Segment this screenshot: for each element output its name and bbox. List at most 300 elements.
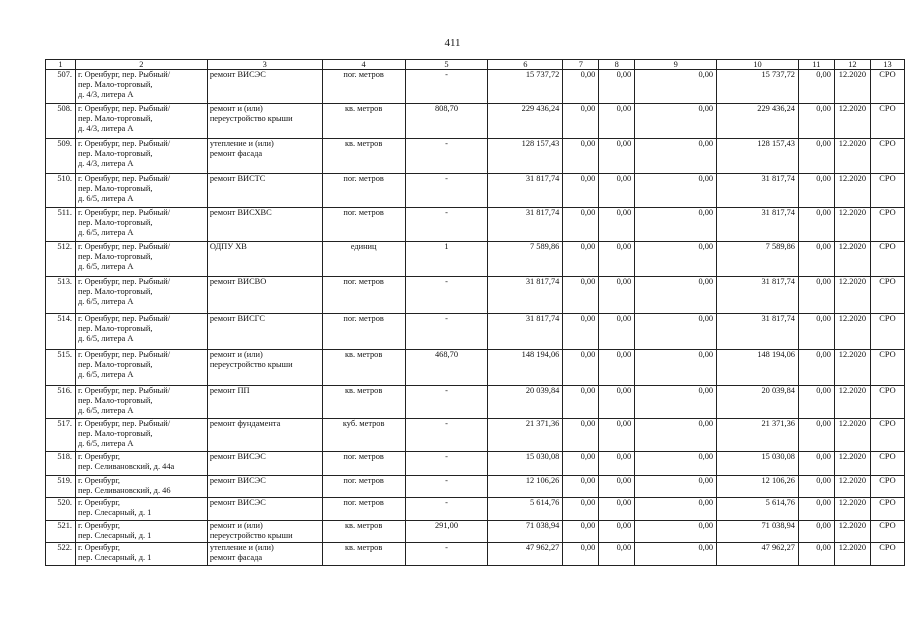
address-cell: [75, 208, 207, 242]
cost-col-8-cell: 0,00: [599, 419, 635, 452]
cost-col-10-cell: 5 614,76: [717, 498, 799, 521]
work-type-line: ремонт ВИСЭС: [209, 70, 266, 79]
row-number-cell: 521.: [46, 521, 76, 543]
address-cell: [75, 350, 207, 386]
work-type-line: ремонт ВИСЭС: [209, 476, 266, 485]
fund-source-cell: СРО: [870, 476, 904, 498]
address-line: пер. Мало-торговый,: [77, 428, 153, 438]
row-number-cell: 522.: [46, 543, 76, 566]
address-cell: [75, 174, 207, 208]
deadline-cell: 12.2020: [834, 104, 870, 139]
cost-col-9-cell: 0,00: [635, 521, 717, 543]
address-line: г. Оренбург, пер. Рыбный/: [77, 70, 171, 79]
total-cost-cell: 21 371,36: [488, 419, 563, 452]
address-line: д. 4/3, литера А: [77, 158, 134, 168]
quantity-cell: -: [405, 452, 488, 476]
work-type-line: ОДПУ ХВ: [209, 242, 247, 251]
quantity-cell: -: [405, 208, 488, 242]
cost-col-8-cell: 0,00: [599, 208, 635, 242]
cost-col-8-cell: 0,00: [599, 498, 635, 521]
cost-col-10-cell: 21 371,36: [717, 419, 799, 452]
address-line: пер. Слесарный, д. 1: [77, 552, 152, 562]
address-line: д. 6/5, литера А: [77, 405, 134, 415]
cost-col-9-cell: 0,00: [635, 314, 717, 350]
unit-cell: пог. метров: [322, 174, 405, 208]
work-type-cell: [207, 386, 322, 419]
address-line: г. Оренбург, пер. Рыбный/: [77, 104, 171, 113]
address-line: г. Оренбург, пер. Рыбный/: [77, 350, 171, 359]
cost-col-8-cell: 0,00: [599, 104, 635, 139]
quantity-cell: -: [405, 476, 488, 498]
cost-col-8-cell: 0,00: [599, 174, 635, 208]
deadline-cell: 12.2020: [834, 242, 870, 277]
cost-col-7-cell: 0,00: [563, 208, 599, 242]
row-number-cell: 512.: [46, 242, 76, 277]
total-cost-cell: 31 817,74: [488, 277, 563, 314]
table-row: [46, 476, 905, 498]
row-number-cell: 517.: [46, 419, 76, 452]
address-cell: [75, 139, 207, 174]
row-number-cell: 514.: [46, 314, 76, 350]
total-cost-cell: 5 614,76: [488, 498, 563, 521]
total-cost-cell: 31 817,74: [488, 174, 563, 208]
cost-col-11-cell: 0,00: [798, 350, 834, 386]
fund-source-cell: СРО: [870, 70, 904, 104]
deadline-cell: 12.2020: [834, 521, 870, 543]
address-line: д. 6/5, литера А: [77, 369, 134, 379]
quantity-cell: -: [405, 498, 488, 521]
column-number: 11: [798, 60, 834, 70]
table-body: [46, 70, 905, 566]
address-line: г. Оренбург, пер. Рыбный/: [77, 386, 171, 395]
quantity-cell: -: [405, 386, 488, 419]
row-number-cell: 515.: [46, 350, 76, 386]
cost-col-9-cell: 0,00: [635, 242, 717, 277]
cost-col-10-cell: 128 157,43: [717, 139, 799, 174]
column-number: 13: [870, 60, 904, 70]
column-number-row: [46, 60, 905, 70]
fund-source-cell: СРО: [870, 208, 904, 242]
row-number-cell: 507.: [46, 70, 76, 104]
table-row: [46, 314, 905, 350]
cost-col-11-cell: 0,00: [798, 521, 834, 543]
address-cell: [75, 70, 207, 104]
fund-source-cell: СРО: [870, 419, 904, 452]
work-type-line: ремонт ВИСЭС: [209, 498, 266, 507]
address-line: пер. Слесарный, д. 1: [77, 507, 152, 517]
work-type-cell: [207, 277, 322, 314]
fund-source-cell: СРО: [870, 242, 904, 277]
quantity-cell: 1: [405, 242, 488, 277]
address-line: г. Оренбург,: [77, 452, 120, 461]
column-number: 12: [834, 60, 870, 70]
row-number-cell: 516.: [46, 386, 76, 419]
column-number: 6: [488, 60, 563, 70]
work-type-cell: [207, 70, 322, 104]
address-line: пер. Мало-торговый,: [77, 79, 153, 89]
work-type-line: ремонт и (или): [209, 104, 263, 113]
address-cell: [75, 419, 207, 452]
cost-col-11-cell: 0,00: [798, 476, 834, 498]
fund-source-cell: СРО: [870, 386, 904, 419]
cost-col-7-cell: 0,00: [563, 386, 599, 419]
column-number: 3: [207, 60, 322, 70]
address-line: пер. Мало-торговый,: [77, 359, 153, 369]
table-row: [46, 419, 905, 452]
deadline-cell: 12.2020: [834, 174, 870, 208]
work-type-line: ремонт ВИСЭС: [209, 452, 266, 461]
work-type-line: переустройство крыши: [209, 113, 293, 123]
table-row: [46, 277, 905, 314]
address-line: г. Оренбург, пер. Рыбный/: [77, 174, 171, 183]
row-number-cell: 509.: [46, 139, 76, 174]
work-type-cell: [207, 139, 322, 174]
address-cell: [75, 476, 207, 498]
quantity-cell: -: [405, 543, 488, 566]
total-cost-cell: 15 030,08: [488, 452, 563, 476]
cost-col-8-cell: 0,00: [599, 350, 635, 386]
address-line: пер. Мало-торговый,: [77, 148, 153, 158]
address-line: г. Оренбург, пер. Рыбный/: [77, 314, 171, 323]
cost-col-9-cell: 0,00: [635, 208, 717, 242]
row-number-cell: 510.: [46, 174, 76, 208]
work-type-cell: [207, 521, 322, 543]
work-type-cell: [207, 543, 322, 566]
work-type-cell: [207, 476, 322, 498]
cost-col-9-cell: 0,00: [635, 452, 717, 476]
fund-source-cell: СРО: [870, 521, 904, 543]
address-line: пер. Мало-торговый,: [77, 251, 153, 261]
cost-col-10-cell: 47 962,27: [717, 543, 799, 566]
address-cell: [75, 314, 207, 350]
cost-col-8-cell: 0,00: [599, 314, 635, 350]
cost-col-8-cell: 0,00: [599, 452, 635, 476]
cost-col-9-cell: 0,00: [635, 386, 717, 419]
fund-source-cell: СРО: [870, 543, 904, 566]
cost-col-8-cell: 0,00: [599, 476, 635, 498]
work-type-cell: [207, 350, 322, 386]
cost-col-9-cell: 0,00: [635, 350, 717, 386]
address-line: д. 4/3, литера А: [77, 123, 134, 133]
table-row: [46, 386, 905, 419]
column-number: 8: [599, 60, 635, 70]
address-cell: [75, 104, 207, 139]
cost-col-7-cell: 0,00: [563, 70, 599, 104]
cost-col-7-cell: 0,00: [563, 139, 599, 174]
quantity-cell: 291,00: [405, 521, 488, 543]
row-number-cell: 520.: [46, 498, 76, 521]
cost-col-9-cell: 0,00: [635, 543, 717, 566]
deadline-cell: 12.2020: [834, 277, 870, 314]
column-number: 9: [635, 60, 717, 70]
cost-col-8-cell: 0,00: [599, 242, 635, 277]
cost-col-9-cell: 0,00: [635, 104, 717, 139]
address-line: д. 6/5, литера А: [77, 193, 134, 203]
unit-cell: пог. метров: [322, 314, 405, 350]
cost-col-11-cell: 0,00: [798, 70, 834, 104]
address-line: пер. Селивановский, д. 44а: [77, 461, 175, 471]
cost-col-9-cell: 0,00: [635, 476, 717, 498]
deadline-cell: 12.2020: [834, 543, 870, 566]
page-number: 411: [444, 37, 461, 49]
address-cell: [75, 521, 207, 543]
address-line: г. Оренбург, пер. Рыбный/: [77, 242, 171, 251]
deadline-cell: 12.2020: [834, 208, 870, 242]
address-line: д. 6/5, литера А: [77, 227, 134, 237]
column-number: 10: [717, 60, 799, 70]
table-row: [46, 543, 905, 566]
cost-col-11-cell: 0,00: [798, 386, 834, 419]
unit-cell: пог. метров: [322, 476, 405, 498]
cost-col-7-cell: 0,00: [563, 350, 599, 386]
work-type-cell: [207, 419, 322, 452]
address-line: г. Оренбург,: [77, 476, 120, 485]
cost-col-11-cell: 0,00: [798, 139, 834, 174]
fund-source-cell: СРО: [870, 277, 904, 314]
address-line: г. Оренбург,: [77, 521, 120, 530]
works-table: [45, 59, 905, 566]
cost-col-11-cell: 0,00: [798, 419, 834, 452]
work-type-line: ремонт ВИСТС: [209, 174, 266, 183]
cost-col-11-cell: 0,00: [798, 543, 834, 566]
deadline-cell: 12.2020: [834, 386, 870, 419]
table-row: [46, 208, 905, 242]
fund-source-cell: СРО: [870, 139, 904, 174]
cost-col-11-cell: 0,00: [798, 452, 834, 476]
work-type-cell: [207, 498, 322, 521]
work-type-line: переустройство крыши: [209, 530, 293, 540]
cost-col-10-cell: 7 589,86: [717, 242, 799, 277]
column-number: 4: [322, 60, 405, 70]
deadline-cell: 12.2020: [834, 452, 870, 476]
cost-col-7-cell: 0,00: [563, 419, 599, 452]
address-cell: [75, 386, 207, 419]
address-line: пер. Слесарный, д. 1: [77, 530, 152, 540]
table-row: [46, 498, 905, 521]
work-type-line: ремонт фундамента: [209, 419, 281, 428]
table-row: [46, 242, 905, 277]
work-type-line: переустройство крыши: [209, 359, 293, 369]
cost-col-7-cell: 0,00: [563, 521, 599, 543]
work-type-line: утепление и (или): [209, 139, 274, 148]
unit-cell: пог. метров: [322, 208, 405, 242]
address-line: г. Оренбург, пер. Рыбный/: [77, 277, 171, 286]
cost-col-8-cell: 0,00: [599, 543, 635, 566]
quantity-cell: -: [405, 70, 488, 104]
address-line: пер. Мало-торговый,: [77, 113, 153, 123]
deadline-cell: 12.2020: [834, 476, 870, 498]
cost-col-7-cell: 0,00: [563, 452, 599, 476]
fund-source-cell: СРО: [870, 174, 904, 208]
deadline-cell: 12.2020: [834, 139, 870, 174]
address-cell: [75, 498, 207, 521]
address-line: г. Оренбург,: [77, 543, 120, 552]
row-number-cell: 511.: [46, 208, 76, 242]
cost-col-7-cell: 0,00: [563, 174, 599, 208]
work-type-line: ремонт ВИСХВС: [209, 208, 272, 217]
address-line: д. 6/5, литера А: [77, 333, 134, 343]
quantity-cell: 808,70: [405, 104, 488, 139]
total-cost-cell: 15 737,72: [488, 70, 563, 104]
cost-col-8-cell: 0,00: [599, 70, 635, 104]
quantity-cell: -: [405, 419, 488, 452]
unit-cell: кв. метров: [322, 139, 405, 174]
unit-cell: куб. метров: [322, 419, 405, 452]
work-type-line: утепление и (или): [209, 543, 274, 552]
work-type-line: ремонт фасада: [209, 552, 263, 562]
unit-cell: кв. метров: [322, 543, 405, 566]
total-cost-cell: 47 962,27: [488, 543, 563, 566]
address-cell: [75, 242, 207, 277]
address-line: г. Оренбург,: [77, 498, 120, 507]
unit-cell: пог. метров: [322, 70, 405, 104]
unit-cell: пог. метров: [322, 452, 405, 476]
fund-source-cell: СРО: [870, 350, 904, 386]
table-row: [46, 452, 905, 476]
table-row: [46, 521, 905, 543]
cost-col-8-cell: 0,00: [599, 521, 635, 543]
cost-col-10-cell: 20 039,84: [717, 386, 799, 419]
fund-source-cell: СРО: [870, 314, 904, 350]
row-number-cell: 513.: [46, 277, 76, 314]
work-type-line: ремонт ВИСГС: [209, 314, 265, 323]
deadline-cell: 12.2020: [834, 314, 870, 350]
cost-col-9-cell: 0,00: [635, 498, 717, 521]
total-cost-cell: 148 194,06: [488, 350, 563, 386]
deadline-cell: 12.2020: [834, 498, 870, 521]
column-number: 1: [46, 60, 76, 70]
column-number: 7: [563, 60, 599, 70]
quantity-cell: -: [405, 314, 488, 350]
address-line: д. 6/5, литера А: [77, 261, 134, 271]
quantity-cell: -: [405, 277, 488, 314]
quantity-cell: -: [405, 139, 488, 174]
row-number-cell: 519.: [46, 476, 76, 498]
address-cell: [75, 543, 207, 566]
cost-col-9-cell: 0,00: [635, 70, 717, 104]
total-cost-cell: 20 039,84: [488, 386, 563, 419]
cost-col-8-cell: 0,00: [599, 277, 635, 314]
cost-col-9-cell: 0,00: [635, 277, 717, 314]
fund-source-cell: СРО: [870, 452, 904, 476]
table-row: [46, 139, 905, 174]
unit-cell: пог. метров: [322, 277, 405, 314]
address-line: д. 6/5, литера А: [77, 438, 134, 448]
deadline-cell: 12.2020: [834, 70, 870, 104]
cost-col-10-cell: 12 106,26: [717, 476, 799, 498]
cost-col-7-cell: 0,00: [563, 277, 599, 314]
table-row: [46, 174, 905, 208]
unit-cell: единиц: [322, 242, 405, 277]
work-type-cell: [207, 452, 322, 476]
cost-col-7-cell: 0,00: [563, 242, 599, 277]
row-number-cell: 518.: [46, 452, 76, 476]
cost-col-11-cell: 0,00: [798, 314, 834, 350]
cost-col-7-cell: 0,00: [563, 543, 599, 566]
row-number-cell: 508.: [46, 104, 76, 139]
unit-cell: кв. метров: [322, 386, 405, 419]
address-line: пер. Мало-торговый,: [77, 286, 153, 296]
cost-col-11-cell: 0,00: [798, 174, 834, 208]
quantity-cell: -: [405, 174, 488, 208]
address-cell: [75, 452, 207, 476]
cost-col-7-cell: 0,00: [563, 314, 599, 350]
address-line: пер. Мало-торговый,: [77, 183, 153, 193]
cost-col-8-cell: 0,00: [599, 386, 635, 419]
column-number: 5: [405, 60, 488, 70]
total-cost-cell: 31 817,74: [488, 314, 563, 350]
deadline-cell: 12.2020: [834, 350, 870, 386]
work-type-cell: [207, 242, 322, 277]
address-line: пер. Селивановский, д. 46: [77, 485, 171, 495]
cost-col-9-cell: 0,00: [635, 174, 717, 208]
cost-col-11-cell: 0,00: [798, 498, 834, 521]
fund-source-cell: СРО: [870, 498, 904, 521]
total-cost-cell: 31 817,74: [488, 208, 563, 242]
work-type-line: ремонт и (или): [209, 350, 263, 359]
cost-col-9-cell: 0,00: [635, 419, 717, 452]
cost-col-7-cell: 0,00: [563, 476, 599, 498]
unit-cell: пог. метров: [322, 498, 405, 521]
cost-col-10-cell: 229 436,24: [717, 104, 799, 139]
work-type-cell: [207, 174, 322, 208]
total-cost-cell: 229 436,24: [488, 104, 563, 139]
work-type-cell: [207, 314, 322, 350]
work-type-line: ремонт ВИСВО: [209, 277, 267, 286]
cost-col-11-cell: 0,00: [798, 104, 834, 139]
address-line: пер. Мало-торговый,: [77, 323, 153, 333]
total-cost-cell: 7 589,86: [488, 242, 563, 277]
total-cost-cell: 71 038,94: [488, 521, 563, 543]
address-line: д. 4/3, литера А: [77, 89, 134, 99]
cost-col-10-cell: 31 817,74: [717, 277, 799, 314]
address-line: пер. Мало-торговый,: [77, 395, 153, 405]
table-row: [46, 104, 905, 139]
total-cost-cell: 128 157,43: [488, 139, 563, 174]
cost-col-11-cell: 0,00: [798, 242, 834, 277]
cost-col-8-cell: 0,00: [599, 139, 635, 174]
unit-cell: кв. метров: [322, 350, 405, 386]
work-type-line: ремонт фасада: [209, 148, 263, 158]
cost-col-7-cell: 0,00: [563, 498, 599, 521]
cost-col-10-cell: 31 817,74: [717, 208, 799, 242]
address-line: г. Оренбург, пер. Рыбный/: [77, 419, 171, 428]
cost-col-11-cell: 0,00: [798, 277, 834, 314]
cost-col-10-cell: 31 817,74: [717, 314, 799, 350]
total-cost-cell: 12 106,26: [488, 476, 563, 498]
unit-cell: кв. метров: [322, 104, 405, 139]
work-type-line: ремонт и (или): [209, 521, 263, 530]
fund-source-cell: СРО: [870, 104, 904, 139]
address-line: д. 6/5, литера А: [77, 296, 134, 306]
table-row: [46, 350, 905, 386]
quantity-cell: 468,70: [405, 350, 488, 386]
column-number: 2: [75, 60, 207, 70]
cost-col-10-cell: 15 030,08: [717, 452, 799, 476]
work-type-cell: [207, 208, 322, 242]
address-line: г. Оренбург, пер. Рыбный/: [77, 139, 171, 148]
cost-col-10-cell: 71 038,94: [717, 521, 799, 543]
address-cell: [75, 277, 207, 314]
work-type-cell: [207, 104, 322, 139]
cost-col-9-cell: 0,00: [635, 139, 717, 174]
cost-col-7-cell: 0,00: [563, 104, 599, 139]
cost-col-10-cell: 31 817,74: [717, 174, 799, 208]
unit-cell: кв. метров: [322, 521, 405, 543]
table-row: [46, 70, 905, 104]
cost-col-11-cell: 0,00: [798, 208, 834, 242]
work-type-line: ремонт ПП: [209, 386, 250, 395]
